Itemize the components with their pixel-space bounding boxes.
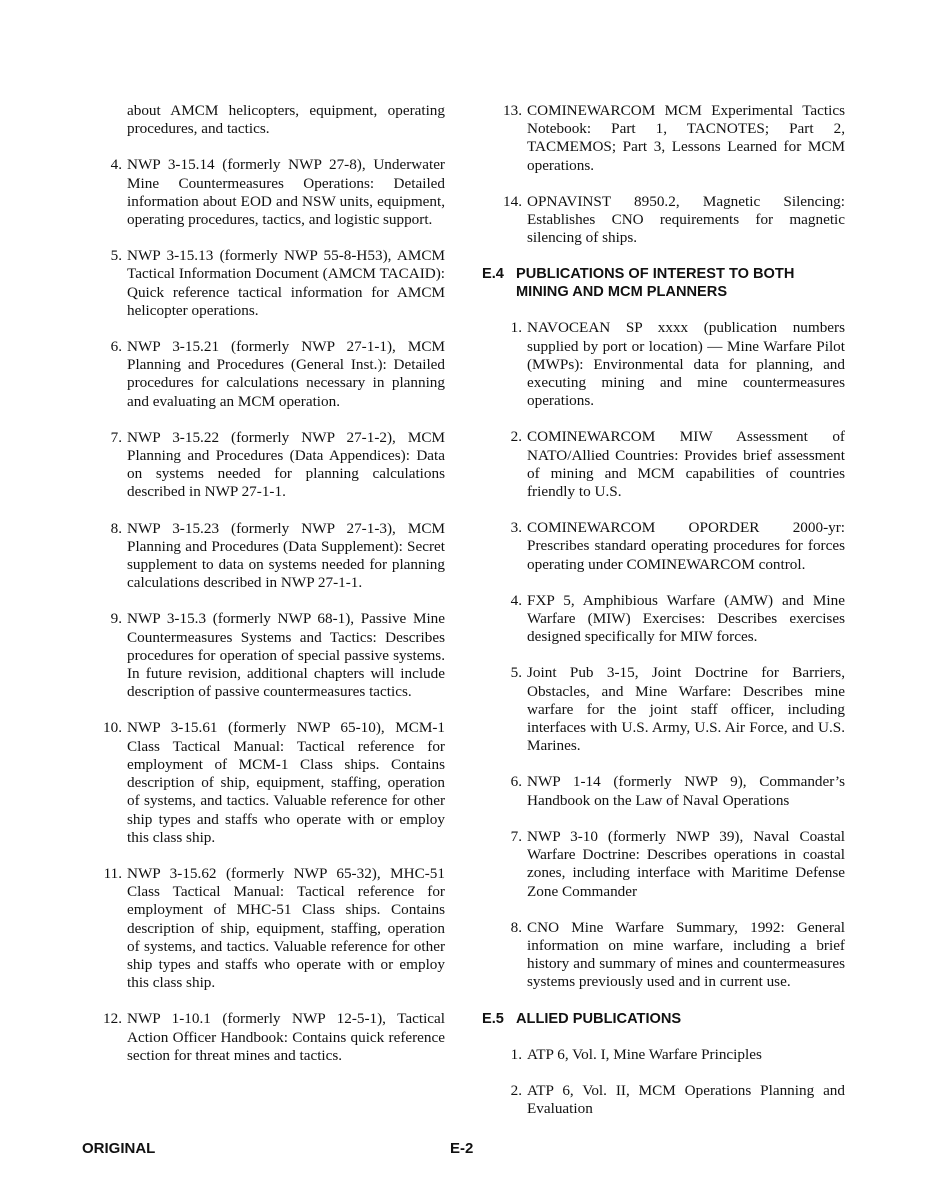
item-number: 5.	[110, 247, 122, 265]
item-text: NWP 3-15.62 (formerly NWP 65-32), MHC-51 Class Tactical Manual: Tactical reference for employment of MHC-51 Class ships. Contains description of ship, equipment, staffing, operation of systems, and tactics. Valuable reference for other ship types and staffs who operate with or employ this class ship.	[127, 864, 445, 992]
footer-original-label: ORIGINAL	[82, 1140, 156, 1157]
left-column	[103, 102, 445, 1083]
item-number: 2.	[510, 428, 522, 446]
list-item	[110, 429, 445, 502]
item-number: 5.	[510, 664, 522, 682]
item-number: 10.	[103, 719, 122, 737]
list-item	[110, 247, 445, 320]
section-heading-e5	[482, 1010, 845, 1028]
item-number: 8.	[510, 918, 522, 936]
item-number: 14.	[503, 192, 522, 210]
item-number: 2.	[510, 1081, 522, 1099]
item-number: 9.	[110, 610, 122, 628]
item-number: 8.	[110, 519, 122, 537]
page-number: E-2	[450, 1140, 474, 1157]
item-text: Joint Pub 3-15, Joint Doctrine for Barriers, Obstacles, and Mine Warfare: Describes mine warfare for the joint staff officer, including interfaces with U.S. Army, U.S. Air Force, and U.S. Marines.	[527, 664, 845, 755]
item-text: COMINEWARCOM MCM Experimental Tactics Notebook: Part 1, TACNOTES; Part 2, TACMEMOS; Part 3, Lessons Learned for MCM operations.	[527, 102, 845, 174]
list-item	[510, 773, 845, 809]
section-number: E.5	[482, 1010, 504, 1027]
list-item	[110, 338, 445, 411]
e5-item-list	[510, 1046, 845, 1119]
section-title: ALLIED PUBLICATIONS	[516, 1010, 682, 1027]
item-text: COMINEWARCOM OPORDER 2000-yr: Prescribes standard operating procedures for forces operating under COMINEWARCOM control.	[527, 519, 845, 573]
item-number: 1.	[510, 1045, 522, 1063]
item-text: NWP 3-15.23 (formerly NWP 27-1-3), MCM Planning and Procedures (Data Supplement): Secret supplement to data on systems needed for planning calculations described in NWP 27-1-1.	[127, 519, 445, 592]
item-text: NWP 3-15.21 (formerly NWP 27-1-1), MCM Planning and Procedures (General Inst.): Detailed procedures for calculations necessary in planning and evaluating an MCM operation.	[127, 338, 445, 410]
list-item	[110, 520, 445, 593]
list-item	[110, 156, 445, 229]
item-number: 7.	[510, 827, 522, 845]
list-item	[510, 1046, 845, 1064]
right-column	[482, 102, 845, 1136]
list-item	[510, 428, 845, 501]
item-number: 4.	[510, 591, 522, 609]
section-title: PUBLICATIONS OF INTEREST TO BOTH MINING AND MCM PLANNERS	[516, 266, 795, 301]
item-text: NWP 3-15.13 (formerly NWP 55-8-H53), AMCM Tactical Information Document (AMCM TACAID): Quick reference tactical information for AMCM helicopter operations.	[127, 247, 445, 319]
list-item	[510, 519, 845, 574]
item-text: COMINEWARCOM MIW Assessment of NATO/Allied Countries: Provides brief assessment of mining and MCM capabilities of countries friendly to U.S.	[527, 428, 845, 501]
item-text: NWP 1-14 (formerly NWP 9), Commander’s Handbook on the Law of Naval Operations	[527, 773, 845, 809]
item-text: ATP 6, Vol. I, Mine Warfare Principles	[527, 1045, 762, 1063]
item-number: 12.	[103, 1010, 122, 1028]
list-item	[103, 719, 445, 846]
list-item	[503, 192, 845, 248]
list-item	[510, 319, 845, 410]
section-heading-e4	[482, 265, 845, 301]
list-item	[510, 1082, 845, 1118]
list-item	[103, 1010, 445, 1065]
item-number: 1.	[510, 319, 522, 337]
item-text: NWP 3-15.22 (formerly NWP 27-1-2), MCM Planning and Procedures (Data Appendices): Data on systems needed for planning calculations described in NWP 27-1-1.	[127, 428, 445, 501]
list-item	[110, 610, 445, 701]
item-text: FXP 5, Amphibious Warfare (AMW) and Mine Warfare (MIW) Exercises: Describes exercises designed specifically for MIW forces.	[527, 591, 845, 646]
item-number: 11.	[103, 864, 122, 882]
item-text: OPNAVINST 8950.2, Magnetic Silencing: Establishes CNO requirements for magnetic silencing of ships.	[527, 192, 845, 247]
item-text: NWP 3-15.3 (formerly NWP 68-1), Passive Mine Countermeasures Systems and Tactics: Describes procedures for operation of special passive systems. In future revision, additional chapters will include description of passive countermeasures tactics.	[127, 610, 445, 701]
item-number: 13.	[503, 102, 522, 119]
item-number: 7.	[110, 428, 122, 446]
item-number: 6.	[110, 338, 122, 356]
item-text: NWP 3-15.61 (formerly NWP 65-10), MCM-1 Class Tactical Manual: Tactical reference for employment of MCM-1 Class ships. Contains description of ship, equipment, staffing, operation of systems, and tactics. Valuable reference for other ship types and staffs who operate with or employ this class ship.	[127, 719, 445, 846]
item-number: 6.	[510, 773, 522, 791]
e4-item-list	[510, 319, 845, 991]
list-item	[503, 102, 845, 175]
right-top-item-list	[503, 102, 845, 247]
item-number: 4.	[110, 156, 122, 174]
item-text: CNO Mine Warfare Summary, 1992: General information on mine warfare, including a brief history and summary of mines and countermeasures systems previously used and in current use.	[527, 918, 845, 991]
continued-item-text: about AMCM helicopters, equipment, operating procedures, and tactics.	[127, 102, 445, 138]
list-item	[103, 864, 445, 992]
item-text: NWP 3-15.14 (formerly NWP 27-8), Underwater Mine Countermeasures Operations: Detailed information about EOD and NSW units, equipment, operating procedures, tactics, and logistic support.	[127, 156, 445, 229]
left-item-list	[103, 156, 445, 1065]
item-text: ATP 6, Vol. II, MCM Operations Planning and Evaluation	[527, 1081, 845, 1117]
item-text: NWP 3-10 (formerly NWP 39), Naval Coastal Warfare Doctrine: Describes operations in coastal zones, including interface with Maritime Defense Zone Commander	[527, 827, 845, 900]
list-item	[510, 828, 845, 901]
section-number: E.4	[482, 266, 504, 283]
list-item	[510, 664, 845, 755]
item-text: NWP 1-10.1 (formerly NWP 12-5-1), Tactical Action Officer Handbook: Contains quick reference section for threat mines and tactics.	[127, 1010, 445, 1064]
item-number: 3.	[510, 519, 522, 537]
list-item	[510, 919, 845, 992]
item-text: NAVOCEAN SP xxxx (publication numbers supplied by port or location) — Mine Warfare Pilot (MWPs): Environmental data for planning, and executing mining and mine countermeasures operations.	[527, 319, 845, 410]
list-item	[510, 592, 845, 647]
